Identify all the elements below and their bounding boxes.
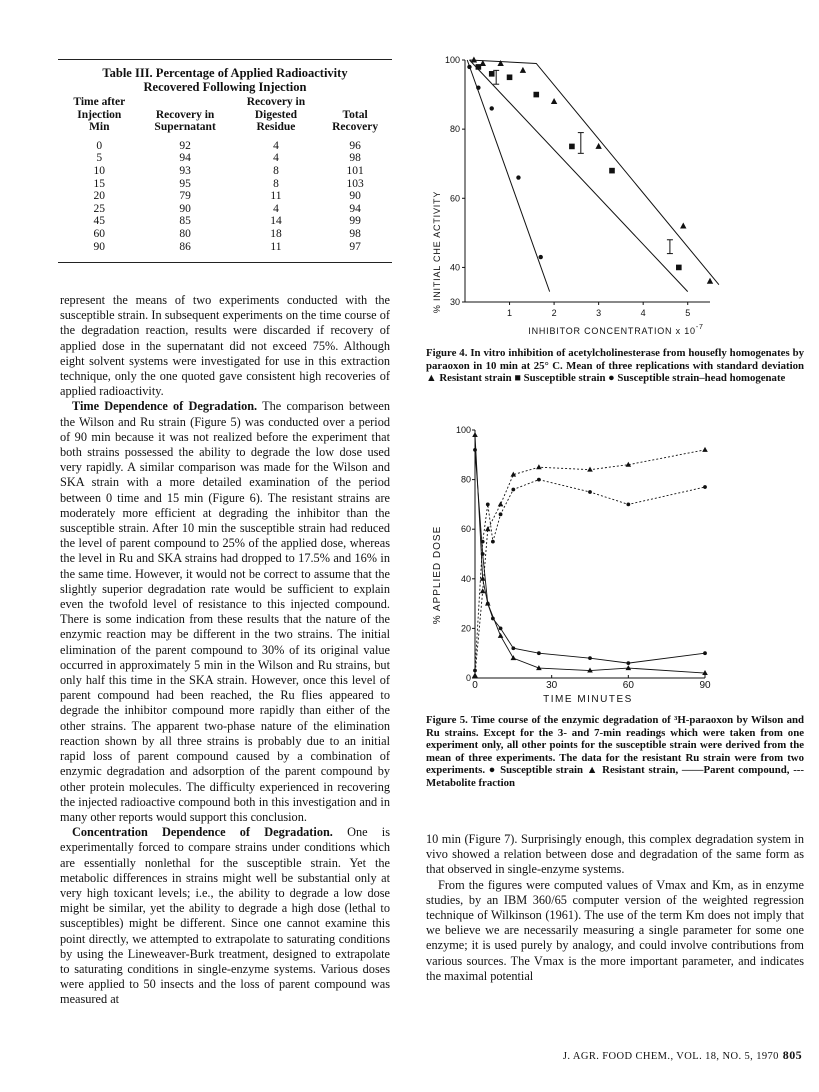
table-cell: 95	[179, 177, 191, 190]
table-cell: 80	[179, 227, 191, 240]
paragraph-4: 10 min (Figure 7). Surprisingly enough, this complex degradation system in vivo showed a relation between dose and degradation of the same form as that observed in single-enzyme systems.	[426, 832, 804, 877]
table-cell: 60	[93, 227, 106, 240]
fig4-y-axis-label: % INITIAL CHE ACTIVITY	[432, 190, 442, 314]
table-cell: 4	[273, 139, 279, 152]
fig4-point-resistant	[595, 143, 601, 149]
fig5-point-resistant-parent	[472, 432, 478, 437]
table-cell: 90	[179, 202, 191, 215]
table-cell: 94	[179, 152, 191, 165]
fig4-point-susceptible	[489, 71, 495, 77]
fig5-point-susceptible-parent	[499, 627, 503, 631]
fig4-point-head-homogenate	[467, 65, 471, 69]
heading-concentration-dependence: Concentration Dependence of Degradation.	[72, 825, 333, 840]
table-title-line1: Table III. Percentage of Applied Radioactivity	[102, 66, 348, 80]
table-column-header	[232, 96, 321, 140]
table-row	[60, 215, 390, 228]
table-cell: 103	[346, 177, 364, 190]
table-row	[60, 241, 390, 254]
fig5-y-tick-label: 60	[460, 524, 471, 535]
column-header-line: Recovery in	[155, 108, 215, 121]
fig5-point-resistant-metabolite	[498, 501, 504, 506]
fig4-point-head-homogenate	[516, 175, 520, 179]
paragraph-5: From the figures were computed values of Vmax and Km, as in enzyme studies, by an IBM 360/65 computer version of the weighted regression technique of Wilkinson (1961). The use of the term Km does not imply that we believe we are necessarily measuring a single parameter for some one enzyme; it is used purely by analogy, and could involve contributions from various sources. The Vmax is the more important parameter, and indicates the maximal potential	[426, 877, 804, 983]
table-row	[60, 228, 390, 241]
fig4-point-resistant	[520, 67, 526, 73]
table-row	[60, 203, 390, 216]
column-header-line: Time after	[73, 96, 126, 108]
fig5-axes	[456, 425, 711, 691]
fig4-y-tick-label: 30	[449, 297, 460, 307]
table-cell: 98	[349, 227, 361, 240]
table-cell: 11	[270, 190, 282, 203]
figure-4-caption: Figure 4. In vitro inhibition of acetylcholinesterase from housefly homogenates by paraoxon in 10 min at 25° C. Mean of three replications with standard deviation ▲ Resistant strain ■ Susceptible strain ● Susceptible strain–head homogenate	[426, 347, 804, 385]
fig4-x-axis-label	[528, 324, 703, 336]
right-column	[426, 832, 804, 984]
fig4-y-tick-label: 80	[449, 124, 460, 135]
fig4-point-resistant	[471, 57, 477, 63]
fig4-point-resistant	[707, 278, 713, 284]
fig5-point-susceptible-metabolite	[703, 485, 707, 489]
table-body	[60, 140, 390, 253]
table-header	[60, 96, 390, 140]
paragraph-3	[60, 825, 390, 1007]
fig5-point-resistant-metabolite	[472, 673, 478, 678]
table-cell: 99	[349, 215, 361, 228]
table-cell: 5	[96, 152, 103, 165]
table-cell: 14	[270, 215, 282, 228]
page-number: 805	[782, 1048, 802, 1062]
column-header-line: Min	[89, 121, 110, 134]
table-cell: 25	[93, 202, 106, 215]
table-iii	[60, 96, 390, 253]
fig4-x-tick-label: 3	[596, 308, 602, 318]
fig5-x-tick-label: 0	[472, 680, 478, 691]
footer-journal: J. AGR. FOOD CHEM., VOL. 18, NO. 5, 1970	[562, 1051, 779, 1062]
figure-5-caption: Figure 5. Time course of the enzymic degradation of ³H-paraoxon by Wilson and Ru strains. Except for the 3- and 7-min readings which were taken from one experiment only, all other points for the susceptible strain were derived from the mean of three experiments. The data for the resistant Ru strain were from two experiments. ● Susceptible strain ▲ Resistant strain, ——Parent compound, ---Metabolite fraction	[426, 714, 804, 789]
fig5-point-susceptible-parent	[511, 646, 515, 650]
table-row	[60, 152, 390, 165]
table-row	[60, 178, 390, 191]
column-header-line: Recovery	[332, 121, 379, 134]
fig5-point-susceptible-parent	[473, 448, 477, 452]
fig5-point-susceptible-metabolite	[486, 503, 490, 507]
table-cell: 11	[270, 240, 282, 253]
fig4-point-resistant	[680, 222, 686, 228]
table-cell: 96	[349, 139, 361, 152]
table-cell: 92	[179, 139, 191, 152]
fig5-point-susceptible-parent	[537, 651, 541, 655]
fig5-point-resistant-metabolite	[587, 467, 593, 472]
fig5-point-susceptible-parent	[703, 651, 707, 655]
table-cell: 79	[179, 190, 191, 203]
fig5-point-resistant-parent	[498, 633, 504, 638]
column-header-line: Digested	[254, 108, 298, 121]
fig5-x-tick-label: 30	[546, 680, 558, 691]
fig4-axes	[445, 55, 710, 318]
fig5-point-resistant-parent	[511, 655, 517, 660]
fig4-y-tick-label: 40	[449, 262, 460, 273]
column-header-line: Recovery in	[246, 96, 306, 108]
fig4-point-susceptible	[476, 64, 482, 70]
fig5-x-tick-label: 60	[622, 680, 634, 691]
fig5-y-tick-label: 0	[465, 673, 471, 683]
fig4-point-susceptible	[533, 92, 539, 98]
table-cell: 4	[273, 152, 279, 165]
fig4-point-resistant	[497, 60, 503, 66]
fig5-x-axis-label: TIME MINUTES	[543, 694, 633, 705]
fig5-y-tick-label: 80	[460, 474, 471, 485]
paragraph-2-body: The comparison between the Wilson and Ru strain (Figure 5) was conducted over a period of 90 min because it was not realized before the experiment that both strains possessed the ability to degrade the low dose used very rapidly. A similar comparison was made for the Wilson and SKA strain with a more detailed examination of the period between 0 time and 15 min (Figure 6). The resistant strains are moderately more efficient at degrading the inhibitor than the susceptible strain. After 10 min the susceptible strain had reduced the level of parent compound to 25% of the applied dose, whereas the level in Ru and SKA strains had dropped to 17.5% and 16% in the same time. However, it would not be correct to assume that the slightly superior degradation rate would be sufficient to explain even the twofold level of resistance to this injected compound. There is some indication from these results that the nature of the enzymic reaction may be different in the two strains. The initial elimination of the parent compound to 30% of its original value occurred in approximately 5 min in the Wilson and Ru strains, but only half this time in the SKA strain. However, once this level of parent compound had been reached, the Ru flies appeared to degrade the inhibitor compound more rapidly than either of the other strains. The apparent two-phase nature of the elimination reaction shown by all three strains is probably due to an initial rapid loss of parent compound caused by a combination of enzymic degradation and adsorption of the parent compound by other protein molecules. The difficulty experienced in recovering the injected radioactive compound both in this investigation and in many other reports would support this conclusion.	[60, 399, 390, 824]
fig5-point-susceptible-metabolite	[481, 540, 485, 544]
table-cell: 86	[179, 240, 191, 253]
fig5-point-susceptible-metabolite	[511, 488, 515, 492]
fig5-point-resistant-parent	[626, 665, 632, 670]
fig5-y-tick-label: 40	[460, 573, 471, 584]
column-header-line: Injection	[77, 108, 122, 121]
column-header-line	[139, 96, 232, 109]
column-header-line: Total	[342, 108, 368, 121]
column-header-line: Residue	[256, 121, 296, 134]
table-column-header	[139, 96, 232, 140]
fig4-x-axis-label-text: INHIBITOR CONCENTRATION x 10	[528, 326, 696, 336]
page-footer	[466, 1048, 802, 1063]
table-cell: 18	[270, 227, 282, 240]
fig4-point-head-homogenate	[490, 106, 494, 110]
column-header-line	[320, 96, 390, 109]
fig5-point-resistant-metabolite	[485, 526, 491, 531]
table-cell: 15	[93, 177, 106, 190]
fig5-point-susceptible-parent	[588, 656, 592, 660]
paragraph-2	[60, 399, 390, 825]
table-cell: 94	[349, 202, 361, 215]
table-column-header	[320, 96, 390, 140]
table-title	[60, 66, 390, 94]
fig4-point-resistant	[551, 98, 557, 104]
table-cell: 98	[349, 152, 361, 165]
paragraph-3-body: One is experimentally forced to compare strains under conditions which are essentially nonlethal for the susceptible strain. Yet the metabolic differences in strains might well be substantial only at very high toxicant levels; i.e., the ability to degrade a low dose might be similar, yet the ability to degrade a high dose (lethal to susceptibles) might be different. Since one cannot examine this point directly, we attempted to extrapolate to saturating conditions by using the Lineweaver-Burk treatment, designed to extrapolate to saturating conditions in single-enzyme systems. Various doses were applied to 50 insects and the loss of parent compound was measured at	[60, 825, 391, 1007]
fig5-point-resistant-parent	[485, 601, 491, 606]
fig5-point-susceptible-metabolite	[491, 540, 495, 544]
table-cell: 20	[93, 190, 106, 203]
table-cell: 8	[273, 164, 279, 177]
figure-4-chart	[420, 52, 810, 342]
fig4-point-susceptible	[507, 74, 513, 80]
fig5-point-susceptible-metabolite	[588, 490, 592, 494]
table-cell: 90	[349, 190, 361, 203]
fig5-data-marks	[472, 432, 708, 678]
table-row	[60, 190, 390, 203]
table-cell: 4	[273, 202, 279, 215]
table-cell: 8	[273, 177, 279, 190]
left-column	[60, 293, 390, 1008]
fig5-point-resistant-metabolite	[536, 464, 542, 469]
figure-5-chart	[420, 410, 810, 710]
fig5-y-axis-label: % APPLIED DOSE	[432, 525, 443, 625]
fig5-point-susceptible-parent	[626, 661, 630, 665]
table-cell: 45	[93, 215, 106, 228]
table-title-line2: Recovered Following Injection	[143, 80, 307, 94]
fig4-y-tick-label: 100	[444, 55, 460, 65]
fig4-x-tick-label: 4	[640, 308, 646, 318]
paragraph-1: represent the means of two experiments conducted with the susceptible strain. In subsequent experiments on the time course of the degradation reaction, results were discarded if recovery of applied dose in the supernatant did not exceed 75%. Although eight solvent systems were investigated for use in this extraction technique, only the one quoted gave consistent high recoveries of applied radioactivity.	[60, 293, 390, 399]
table-cell: 90	[93, 240, 106, 253]
fig4-point-susceptible	[569, 144, 575, 150]
fig4-point-head-homogenate	[539, 255, 543, 259]
table-cell: 0	[96, 139, 103, 152]
fig5-y-tick-label: 20	[460, 623, 471, 634]
fig5-x-tick-label: 90	[699, 680, 711, 691]
table-top-rule	[58, 59, 392, 60]
table-cell: 10	[93, 164, 106, 177]
heading-time-dependence: Time Dependence of Degradation.	[72, 399, 258, 414]
fig4-point-susceptible	[676, 265, 682, 271]
fig5-point-resistant-metabolite	[702, 447, 708, 452]
fig4-y-tick-label: 60	[449, 193, 460, 204]
fig4-data-marks	[467, 57, 719, 292]
fig5-point-susceptible-metabolite	[626, 503, 630, 507]
table-header-row	[60, 96, 390, 140]
fig5-point-susceptible-metabolite	[499, 512, 503, 516]
fig4-point-susceptible	[609, 168, 615, 174]
fig4-line-susceptible	[469, 60, 687, 292]
fig5-point-susceptible-metabolite	[537, 478, 541, 482]
table-cell: 85	[179, 215, 191, 228]
fig4-x-axis-label-exponent: -7	[695, 324, 704, 331]
table-column-header	[60, 96, 139, 140]
fig4-x-tick-label: 2	[551, 308, 557, 318]
table-bottom-rule	[58, 262, 392, 263]
fig5-y-tick-label: 100	[455, 425, 471, 435]
fig4-point-head-homogenate	[476, 85, 480, 89]
fig4-x-tick-label: 1	[507, 308, 513, 318]
table-cell: 101	[346, 164, 364, 177]
table-row	[60, 165, 390, 178]
table-cell: 97	[349, 240, 361, 253]
column-header-line: Supernatant	[154, 121, 216, 134]
fig5-line-susceptible-parent	[475, 450, 705, 663]
table-row	[60, 140, 390, 153]
table-cell: 93	[179, 164, 191, 177]
fig4-x-tick-label: 5	[685, 308, 691, 318]
